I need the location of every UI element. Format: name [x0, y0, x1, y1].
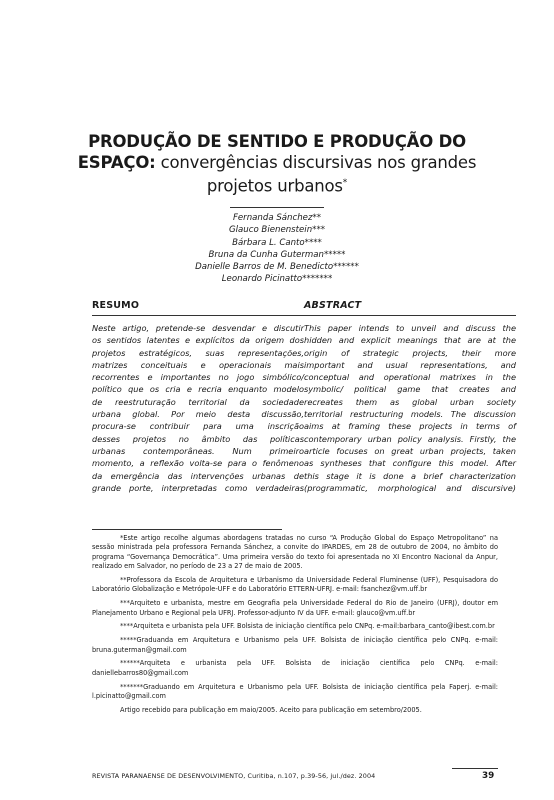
abstract-line: This paper intends to unveil and discuss the [304, 323, 516, 333]
abstract-line: conceptual and operational matrixes in the [304, 372, 516, 383]
page-number: 39 [482, 771, 495, 781]
page-number-rule [452, 768, 498, 769]
resumo-line: urbanas contemporâneas. Num primeiro [92, 445, 304, 456]
abstract-line: (programmatic, morphological and discursive) [304, 482, 516, 493]
footnote: Artigo recebido para publicação em maio/2005. Aceito para publicação em setembro/2005. [120, 705, 422, 714]
running-footer: REVISTA PARANAENSE DE DESENVOLVIMENTO, Curitiba, n.107, p.39-56, jul./dez. 2004 [92, 772, 376, 780]
abstract-body [304, 322, 516, 494]
abstract-line: this stage it is done a brief characterization [304, 470, 516, 481]
author: Fernanda Sánchez** [232, 213, 322, 223]
abstract-line: symbolic/ political game that creates and [304, 384, 516, 395]
abstract-line: important and usual representations, and [304, 359, 516, 370]
resumo-body [92, 322, 304, 494]
title-line-1: PRODUÇÃO DE SENTIDO E PRODUÇÃO DO [88, 132, 466, 151]
footnote: ***Arquiteto e urbanista, mestre em Geografia pela Universidade Federal do Rio de Janeiro (UFRJ), doutor em Planejamento Urbano e Regional pela UFRJ. Professor-adjunto IV da UFF. e-mail: glauco@vm.uff.br [92, 599, 498, 617]
resumo-line: de reestruturação territorial da sociedade [92, 396, 304, 407]
footnote: **Professora da Escola de Arquitetura e Urbanismo da Universidade Federal Fluminense (UFF), Pesquisadora do Laboratório Globalização e Metrópole-UFF e do Laboratório ETTERN-UFRJ. e-mail: fsanchez@vm.uff.br [92, 576, 498, 594]
footnote: ******Arquiteta e urbanista pela UFF. Bolsista de iniciação científica pelo CNPq. e-mail: daniellebarros80@gmail.com [92, 659, 498, 677]
author: Bárbara L. Canto**** [232, 237, 322, 248]
article-title [60, 131, 494, 197]
footnote: *******Graduando em Arquitetura e Urbanismo pela UFF. Bolsista de iniciação científica pela Faperj. e-mail: l.picinatto@gmail.com [92, 682, 498, 701]
resumo-line: grande porte, interpretadas como verdadeiras [92, 482, 304, 493]
abstract-line: contemporary urban policy analysis. Firstly, the [304, 433, 516, 444]
author: Glauco Bienenstein*** [228, 225, 326, 236]
resumo-line: urbana global. Por meio desta discussão, [92, 409, 304, 420]
footnote: *****Graduanda em Arquitetura e Urbanismo pela UFF. Bolsista de iniciação científica pelo CNPq. e-mail: bruna.guterman@gmail.com [92, 636, 498, 654]
abstract-heading: ABSTRACT [304, 300, 516, 316]
resumo-line: político que os cria e recria enquanto modelo [92, 384, 304, 395]
abstract-line: as syntheses that configure this model. After [304, 458, 516, 469]
title-divider [230, 207, 324, 208]
abstract-line: aims at framing these projects in terms of [304, 421, 516, 432]
resumo-section [92, 300, 304, 494]
resumo-line: desses projetos no âmbito das políticas [92, 433, 304, 444]
author-list [150, 212, 404, 286]
resumo-line: procura-se contribuir para uma inscrição [92, 421, 304, 432]
resumo-line: momento, a reflexão volta-se para o fenômeno [92, 458, 304, 469]
author: Leonardo Picinatto******* [221, 274, 333, 285]
abstract-section [304, 300, 516, 494]
title-line-3: projetos urbanos* [206, 176, 348, 196]
resumo-line: da emergência das intervenções urbanas de [92, 470, 304, 481]
abstract-line: article focuses on great urban projects, taken [304, 445, 516, 456]
resumo-line: recorrentes e importantes no jogo simbólico/ [92, 372, 304, 383]
footnote: ****Arquiteta e urbanista pela UFF. Bolsista de iniciação científica pelo CNPq. e-mail:barbara_canto@ibest.com.br [120, 622, 495, 631]
abstract-line: origin of strategic projects, their more [304, 347, 516, 358]
footnote-divider [92, 529, 282, 530]
resumo-heading: RESUMO [92, 300, 304, 316]
title-footnote-marker: * [342, 178, 348, 188]
resumo-line: Neste artigo, pretende-se desvendar e discutir [92, 323, 304, 333]
abstract-line: territorial restructuring models. The discussion [304, 409, 516, 420]
author: Danielle Barros de M. Benedicto****** [195, 262, 359, 273]
abstract-line: hidden and explicit meanings that are at the [304, 335, 516, 346]
resumo-line: projetos estratégicos, suas representações, [92, 347, 304, 358]
footnote: *Este artigo recolhe algumas abordagens tratadas no curso “A Produção Global do Espaço Metropolitano” na sessão ministrada pela professora Fernanda Sánchez, a convite do IPARDES, em 28 de outubro de 2004, no âmbito do programa “Governança Democrática”. Uma primeira versão do texto foi apresentada no XI Encontro Nacional da Anpur, realizado em Salvador, no período de 23 a 27 de maio de 2005. [92, 534, 498, 571]
resumo-line: os sentidos latentes e explícitos da origem dos [92, 335, 304, 346]
footnotes [92, 534, 498, 720]
resumo-line: matrizes conceituais e operacionais mais [92, 359, 304, 370]
abstract-line: recreates them as global urban society [304, 396, 516, 407]
title-line-2: ESPAÇO: convergências discursivas nos grandes [77, 153, 477, 172]
author: Bruna da Cunha Guterman***** [208, 249, 346, 260]
